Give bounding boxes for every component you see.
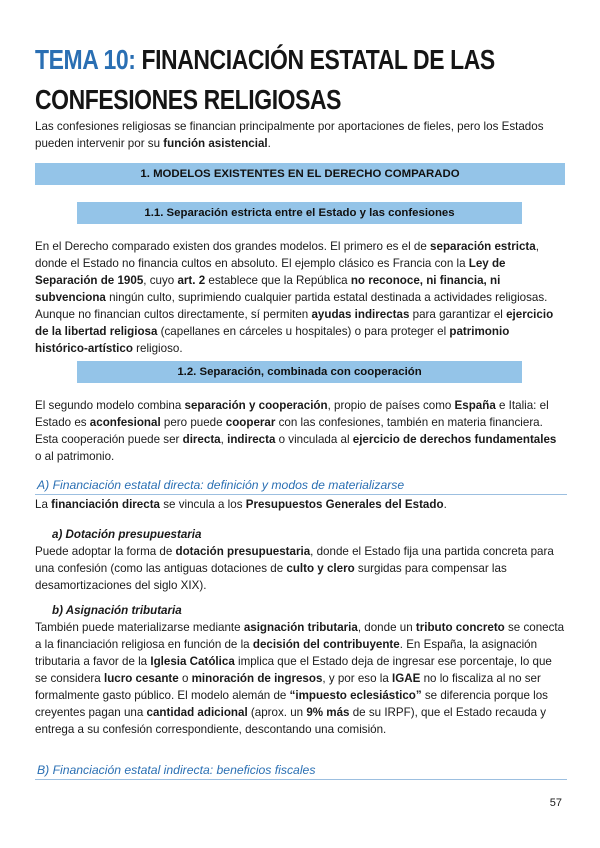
bold-text-segment: IGAE (392, 672, 421, 685)
text-segment: para garantizar el (409, 308, 507, 321)
text-segment: , (220, 433, 228, 446)
text-segment: no lo fiscaliza al no ser formalmente gasto público. El modelo alemán de (35, 672, 541, 702)
text-segment: , cuyo (143, 274, 178, 287)
text-segment: con las confesiones, también en materia financiera. Esta cooperación puede ser (35, 416, 543, 446)
bold-text-segment: separación y cooperación (184, 399, 328, 412)
bold-text-segment: culto y clero (286, 562, 355, 575)
bold-text-segment: patrimonio histórico-artístico (35, 325, 510, 355)
bold-text-segment: ejercicio de la libertad religiosa (35, 308, 554, 338)
paragraph-dotacion (35, 543, 565, 594)
text-segment: pero puede (160, 416, 226, 429)
paragraph-separacion-estricta (35, 238, 565, 357)
heading-a-financiacion-directa: A) Financiación estatal directa: definición y modos de materializarse (35, 476, 567, 495)
section-1-heading: 1. MODELOS EXISTENTES EN EL DERECHO COMPARADO (35, 163, 565, 185)
section-1-1-heading: 1.1. Separación estricta entre el Estado y las confesiones (77, 202, 522, 224)
text-segment: . En España, la asignación tributaria a favor de la (35, 638, 538, 668)
bold-text-segment: asignación tributaria (243, 621, 358, 634)
text-segment: ningún culto, suprimiendo cualquier partida estatal destinada a actividades religiosas. Aunque no financian cultos directamente, sí permiten (35, 291, 548, 321)
bold-text-segment: lucro cesante (103, 672, 179, 685)
bold-text-segment: España (454, 399, 496, 412)
text-segment: Las confesiones religiosas se financian principalmente por aportaciones de fieles, pero los Estados pueden intervenir por su (35, 120, 544, 150)
bold-text-segment: minoración de ingresos (191, 672, 323, 685)
title-number: TEMA 10: (35, 44, 136, 75)
bold-text-segment: financiación directa (51, 498, 161, 511)
bold-text-segment: Iglesia Católica (150, 655, 235, 668)
bold-text-segment: directa (182, 433, 221, 446)
page-number: 57 (549, 797, 562, 809)
bold-text-segment: indirecta (227, 433, 276, 446)
text-segment: implica que el Estado deja de ingresar ese porcentaje, lo que se considera (35, 655, 552, 685)
text-segment: (capellanes en cárceles u hospitales) o para proteger el (157, 325, 450, 338)
text-segment: se diferencia porque los creyentes pagan una (35, 689, 548, 719)
text-segment: surgidas para compensar las desamortizaciones del siglo XIX). (35, 562, 507, 592)
text-segment: o al patrimonio. (35, 450, 115, 463)
text-segment: , donde el Estado no financia cultos en absoluto. El ejemplo clásico es Francia con la (35, 240, 539, 270)
text-segment: o (178, 672, 192, 685)
paragraph-asignacion (35, 619, 565, 738)
text-segment: se vincula a los (160, 498, 246, 511)
text-segment: La (35, 498, 52, 511)
text-segment: , donde el Estado fija una partida concreta para una confesión (como las antiguas dotaciones de (35, 545, 554, 575)
bold-text-segment: tributo concreto (415, 621, 505, 634)
text-segment: establece que la República (205, 274, 351, 287)
section-1-2-heading: 1.2. Separación, combinada con cooperación (77, 361, 522, 383)
paragraph-cooperacion (35, 397, 565, 465)
text-segment: e Italia: el Estado es (35, 399, 549, 429)
text-segment: , y por eso la (322, 672, 392, 685)
subheading-asignacion: b) Asignación tributaria (52, 604, 182, 617)
text-segment: de su IRPF), que el Estado recauda y entrega a su confesión correspondiente, descontando una comisión. (35, 706, 547, 736)
bold-text-segment: Ley de Separación de 1905 (35, 257, 506, 287)
text-segment: También puede materializarse mediante (35, 621, 244, 634)
bold-text-segment: función asistencial (163, 137, 268, 150)
text-segment: , propio de países como (327, 399, 455, 412)
bold-text-segment: dotación presupuestaria (175, 545, 311, 558)
text-segment: . (267, 137, 271, 150)
bold-text-segment: ayudas indirectas (311, 308, 410, 321)
text-segment: Puede adoptar la forma de (35, 545, 176, 558)
bold-text-segment: aconfesional (89, 416, 161, 429)
intro-paragraph (35, 118, 565, 152)
bold-text-segment: cantidad adicional (146, 706, 248, 719)
text-segment: . (443, 498, 447, 511)
text-segment: se conecta a la financiación religiosa en función de la (35, 621, 565, 651)
bold-text-segment: decisión del contribuyente (252, 638, 400, 651)
text-segment: El segundo modelo combina (35, 399, 185, 412)
page-title (35, 40, 576, 120)
bold-text-segment: cooperar (225, 416, 276, 429)
text-segment: o vinculada al (275, 433, 353, 446)
bold-text-segment: “impuesto eclesiástico” (289, 689, 422, 702)
bold-text-segment: 9% más (306, 706, 350, 719)
text-segment: En el Derecho comparado existen dos grandes modelos. El primero es el de (35, 240, 431, 253)
bold-text-segment: art. 2 (177, 274, 206, 287)
text-segment: religioso. (132, 342, 183, 355)
bold-text-segment: no reconoce, ni financia, ni subvenciona (35, 274, 501, 304)
title-text: FINANCIACIÓN ESTATAL DE LAS CONFESIONES RELIGIOSAS (35, 44, 495, 115)
bold-text-segment: ejercicio de derechos fundamentales (352, 433, 557, 446)
text-segment: , donde un (357, 621, 416, 634)
paragraph-financiacion-directa (35, 496, 565, 513)
bold-text-segment: separación estricta (430, 240, 536, 253)
heading-b-financiacion-indirecta: B) Financiación estatal indirecta: beneficios fiscales (35, 761, 567, 780)
subheading-dotacion: a) Dotación presupuestaria (52, 528, 202, 541)
bold-text-segment: Presupuestos Generales del Estado (245, 498, 444, 511)
text-segment: (aprox. un (247, 706, 307, 719)
